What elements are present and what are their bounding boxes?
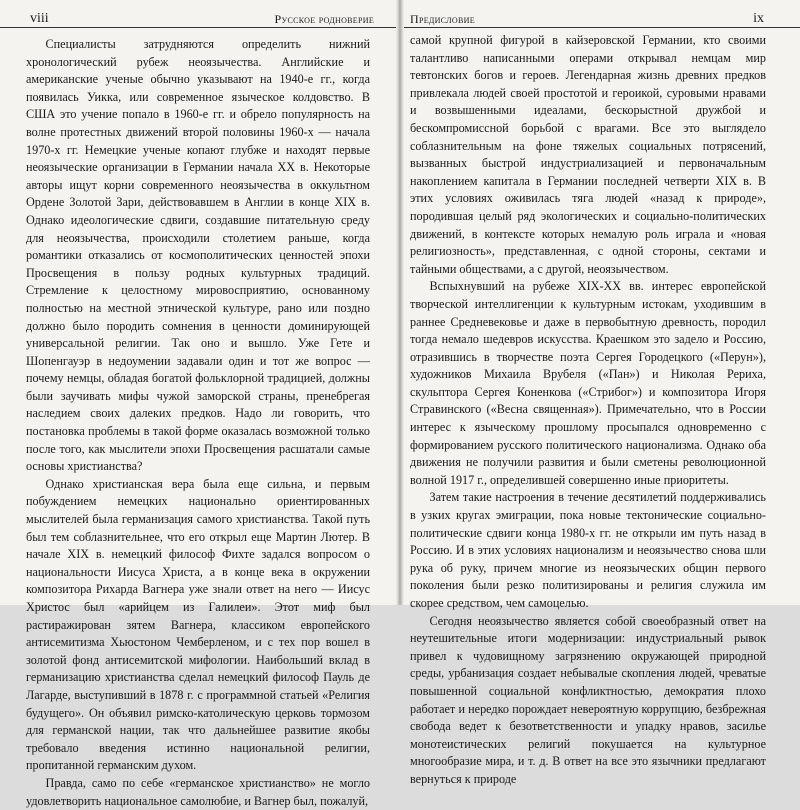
right-page-body: [410, 32, 766, 789]
running-head: Предисловие: [410, 12, 475, 26]
page-number: ix: [753, 11, 764, 26]
running-head: Русское родноверие: [274, 12, 374, 26]
left-page-body: [26, 36, 370, 810]
right-page: [400, 0, 800, 786]
page-number: viii: [30, 11, 49, 26]
paragraph: Сегодня неоязычество является собой своеобразный ответ на неутешительные итоги модернизации: индустриальный рывок привел к чудовищному загрязнению окружающей природной среды, урбанизация создает небывалые скопления людей, чреватые повышенной социальной конфликтностью, демократия плохо работает и нередко порождает невероятную коррупцию, безбрежная свобода ведет к безответственности и упадку нравов, засилье монотеистических религий покушается на культурное многообразие мира, и т. д. В ответ на все это язычники предлагают вернуться к природе: [410, 613, 766, 786]
right-page-header: [400, 0, 800, 28]
paragraph: Специалисты затрудняются определить нижний хронологический рубеж неоязычества. Английские и американские ученые обычно указывают на 1940-е гг., когда появилась Уикка, или современное языческое колдовство. В США это учение попало в 1960-е гг. и обрело популярность на волне протестных движений второй половины 1960-х — начала 1970-х гг. Немецкие ученые копают глубже и находят первые неоязыческие организации в Германии начала XX в. Некоторые авторы ищут корни современного неоязычества в оккультном Ордене Золотой Зари, действовавшем в Англии в конце XIX в. Однако идеологические сдвиги, создавшие питательную среду для неоязычества, происходили столетием раньше, когда романтики отказались от космополитических ценностей эпохи Просвещения в пользу родных культурных традиций. Стремление к целостному мировосприятию, основанному полностью на местной этнической культуре, рано или поздно должно было породить сомнения в ценности доминирующей универсальной религии. Так оно и вышло. Уже Гете и Шопенгауэр в недоумении задавали один и тот же вопрос — почему немцы, обладая богатой фольклорной традицией, должны были заучивать мифы чужой заморской страны, пренебрегая наследием своих далеких предков. Надо ли говорить, что постановка проблемы в такой форме оказалась возможной только после того, как мыслители эпохи Просвещения расшатали самые основы христианства?: [26, 37, 370, 474]
book-spine-gutter: [396, 0, 404, 605]
paragraph: Затем такие настроения в течение десятилетий поддерживались в узких кругах эмиграции, пока новые тектонические социально-политические сдвиги конца 1980-х гг. не открыли им путь назад в Россию. И в этих условиях национализм и неоязычество снова шли рука об руку, причем многие из неоязыческих общин первого поколения были резко политизированы и религия служила им скорее средством, чем самоцелью.: [410, 490, 766, 610]
paragraph: самой крупной фигурой в кайзеровской Германии, кто своими талантливо написанными операми открывал немцам мир тевтонских богов и героев. Легендарная жизнь древних предков привлекала людей своей простотой и героикой, суровыми нравами и возвышенными идеалами, бескорыстной дружбой и бескомпромиссной борьбой с врагами. Все это выглядело соблазнительным на фоне тяжелых социальных потрясений, вызванных быстрой индустриализацией и первоначальным накоплением капитала в Германии последней четверти XIX в. В этих условиях оживилась тяга людей «назад к природе», породившая целый ряд экологических и социально-политических движений, в контексте которых немалую роль играла и «новая религиозность», представленная, с одной стороны, сектами и тайными обществами, а с другой, неоязычеством.: [410, 33, 766, 276]
paragraph: Правда, само по себе «германское христианство» не могло удовлетворить национальное самолюбие, и Вагнер был, пожалуй,: [26, 775, 370, 808]
paragraph: Однако христианская вера была еще сильна, и первым побуждением немецких национально ориентированных мыслителей была германизация самого христианства. Такой путь был тем соблазнительнее, что его открыл еще Мартин Лютер. В начале XIX в. немецкий философ Фихте задался вопросом о национальности Иисуса Христа, а в конце века в окружении композитора Рихарда Вагнера уже знали ответ на него — Иисус Христос был «арийцем из Галилеи». Этот миф был растиражирован зятем Вагнера, классиком европейского антисемитизма Хьюстоном Чемберленом, и с тех пор вошел в золотой фонд антисемитской мифологии. Наибольший вклад в германизацию христианства сделал немецкий философ Пауль де Лагарде, выступивший в 1878 г. с программной статьей «Религия будущего». Он объявил римско-католическую церковь тормозом для германской нации, так что дальнейшее развитие якобы требовало введения истинно национальной религии, пропитанной германским духом.: [26, 476, 370, 773]
left-page-header: [0, 0, 400, 28]
paragraph: Вспыхнувший на рубеже XIX-XX вв. интерес европейской творческой интеллигенции к культурным истокам, уходившим в раннее Средневековье и даже в первобытную древность, породил тогда немало шедевров искусства. Краешком это задело и Россию, отразившись в творчестве поэта Сергея Городецкого («Перун»), художников Михаила Врубеля («Пан») и Николая Рериха, скульптора Сергея Коненкова («Стрибог») и композитора Игоря Стравинского («Весна священная»). Примечательно, что в России интерес к языческому прошлому просыпался одновременно с формированием русского политического национализма. Однако оба движения не получили развития и были сметены революционной волной 1917 г., определившей совершенно иные приоритеты.: [410, 279, 766, 487]
left-page: [0, 0, 400, 808]
